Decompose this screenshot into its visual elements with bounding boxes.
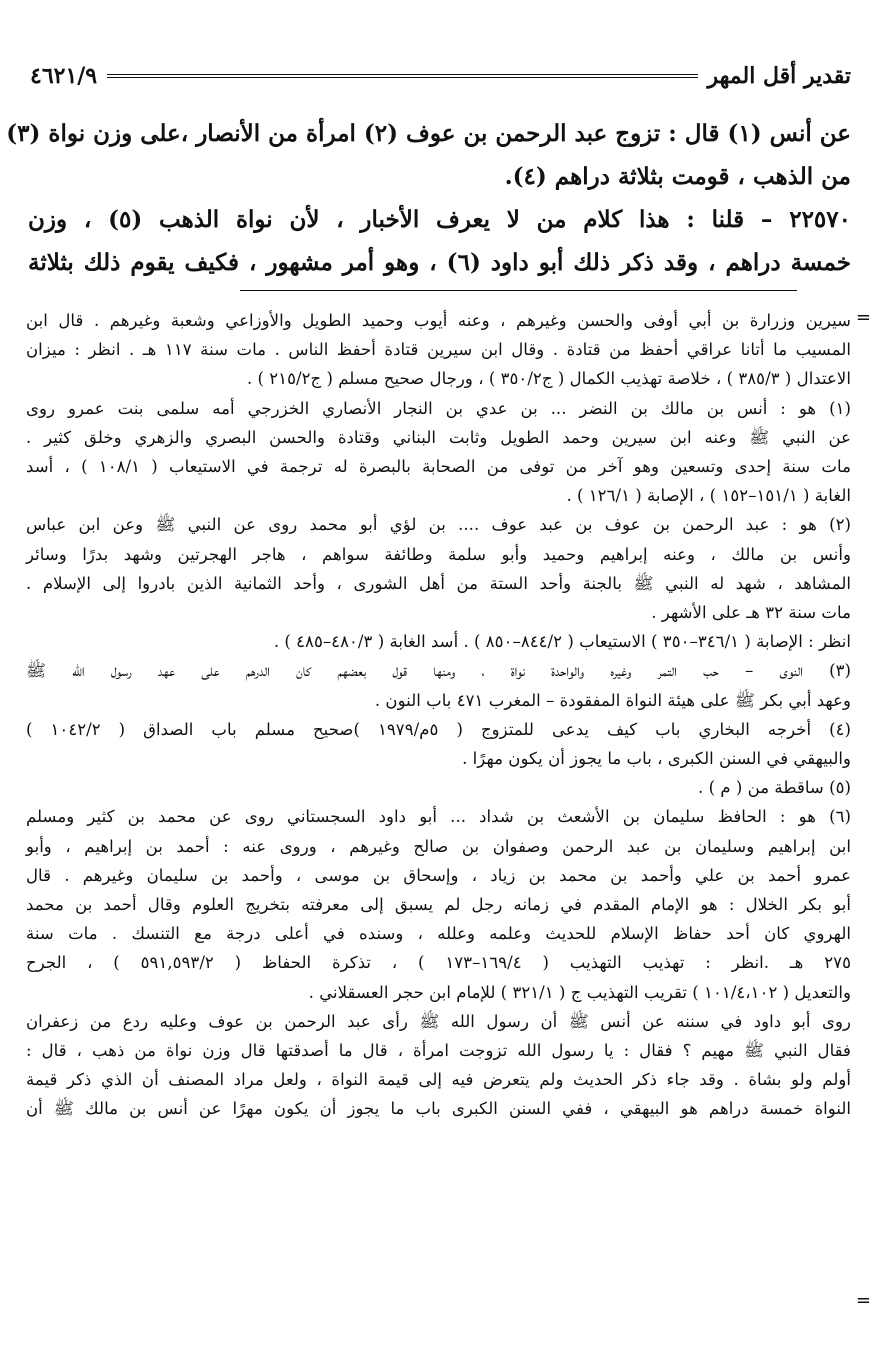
footnote-line: روى أبو داود في سننه عن أنس ﷺ أن رسول الله ﷺ رأى عبد الرحمن بن عوف وعليه ردع من زعفران: [26, 1011, 851, 1031]
footnote-line: (٢) هو : عبد الرحمن بن عوف بن عبد عوف .... بن لؤي أبو محمد روى عن النبي ﷺ وعن ابن عباس: [26, 515, 851, 535]
running-title: تقدير أقل المهر: [707, 63, 851, 89]
main-line: خمسة دراهم ، وقد ذكر ذلك أبو داود (٦) ، وهو أمر مشهور ، فكيف يقوم ذلك بثلاثة: [28, 249, 852, 276]
page-number: ٤٦٢١/٩: [30, 63, 98, 89]
footnote-line: عمرو أحمد بن علي وأحمد بن محمد بن زياد ، وإسحاق بن موسى ، وأحمد بن سليمان وغيرهم . قال: [26, 865, 851, 885]
footnote-line: (٥) ساقطة من ( م ) .: [698, 778, 851, 798]
footnote-line: الاعتدال ( ٣٨٥/٣ ) ، خلاصة تهذيب الكمال ( ج٣٥٠/٢ ) ، ورجال صحيح مسلم ( ج٢١٥/٢ ) .: [246, 369, 851, 389]
footnote-line: (١) هو : أنس بن مالك بن النضر ... بن عدي بن النجار الأنصاري الخزرجي أمه سلمى بنت عمرو روى: [26, 398, 851, 418]
footnote-line: وأنس بن مالك ، وعنه إبراهيم وحميد وأبو سلمة وطائفة سواهم ، هاجر الهجرتين وشهد بدرًا وسائر: [26, 544, 851, 564]
footnotes: [26, 306, 851, 1124]
header-rule: [107, 74, 697, 78]
footnote-separator: [240, 290, 797, 291]
footnote-line: وعهد أبي بكر ﷺ على هيئة النواة المفقودة – المغرب ٤٧١ باب النون .: [374, 690, 851, 710]
footnote-line: انظر : الإصابة ( ٣٤٦/١–٣٥٠ ) الاستيعاب ( ٨٤٤/٢–٨٥٠ ) . أسد الغابة ( ٤٨٠/٣–٤٨٥ ) .: [273, 632, 851, 652]
main-line: ٢٢٥٧٠ – قلنا : هذا كلام من لا يعرف الأخبار ، لأن نواة الذهب (٥) ، وزن: [28, 206, 851, 233]
footnote-line: المسيب ما أتانا عراقي أحفظ من قتادة . وقال ابن سيرين قتادة أحفظ الناس . مات سنة ١١٧ هـ . انظر : ميزان: [26, 340, 851, 360]
footnote-line: مات سنة ٣٢ هـ على الأشهر .: [651, 603, 851, 623]
main-line: عن أنس (١) قال : تزوج عبد الرحمن بن عوف (٢) امرأة من الأنصار ،على وزن نواة (٣): [6, 120, 851, 147]
footnote-line: مات سنة إحدى وتسعين وهو آخر من توفى من الصحابة بالبصرة له ترجمة في الاستيعاب ( ١٠٨/١ ) ، أسد: [26, 457, 852, 477]
continuation-mark-bottom: =: [855, 1290, 871, 1311]
footnote-line: عن النبي ﷺ وعنه ابن سيرين وحمد الطويل وثابت البناني وقتادة والحسن البصري والزهري وخلق كثير .: [26, 427, 851, 447]
footnote-line: (٤) أخرجه البخاري باب كيف يدعى للمتزوج ( ٥م/١٩٧٩ )صحيح مسلم باب الصداق ( ١٠٤٢/٢ ): [26, 719, 851, 739]
footnote-line: والتعديل ( ١٠١/٤،١٠٢ ) تقريب التهذيب ج ( ٣٢١/١ ) للإمام ابن حجر العسقلاني .: [308, 982, 851, 1002]
footnote-line: فقال النبي ﷺ مهيم ؟ فقال : يا رسول الله تزوجت امرأة ، قال ما أصدقتها قال وزن نواة من ذهب ، قال :: [26, 1041, 851, 1061]
footnote-line: ٢٧٥ هـ .انظر : تهذيب التهذيب ( ١٦٩/٤–١٧٣ ) ، تذكرة الحفاظ ( ٥٩١,٥٩٣/٢ ) ، الجرح: [26, 953, 851, 973]
footnote-line: الغابة ( ١٥١/١–١٥٢ ) ، الإصابة ( ١٢٦/١ ) .: [566, 486, 851, 506]
footnote-line: المشاهد ، شهد له النبي ﷺ بالجنة وأحد الستة من أهل الشورى ، وأحد الثمانية الذين بادروا إلى الإسلام .: [26, 573, 851, 593]
main-text: [6, 112, 852, 284]
footnote-line: الهروي كان أحد حفاظ الإسلام للحديث وعلمه وعلله ، وسنده في أعلى درجة مع التنسك . مات سنة: [26, 924, 851, 944]
footnote-line: (٣) النوى – حب التمر وغيره والواحدة نواة ، ومنها قول بعضهم كان الدرهم على عهد رسول الله ﷺ: [26, 661, 851, 681]
footnote-line: والبيهقي في السنن الكبرى ، باب ما يجوز أن يكون مهرًا .: [462, 749, 851, 769]
page-header: [30, 58, 851, 94]
main-line: من الذهب ، قومت بثلاثة دراهم (٤).: [504, 163, 851, 190]
footnote-line: أولم ولو بشاة . وقد جاء ذكر الحديث ولم يتعرض فيه إلى قيمة النواة ، ولعل مراد المصنف أن الذي ذكر قيمة: [26, 1070, 851, 1090]
footnote-line: سيرين وزرارة بن أبي أوفى والحسن وغيرهم ، وعنه أيوب وحميد الطويل والأوزاعي وشعبة وغيرهم . قال ابن: [26, 311, 851, 330]
footnote-line: ابن إبراهيم وسليمان بن عبد الرحمن وصفوان بن صالح وغيرهم ، وروى عنه : أحمد بن إبراهيم ، وأبو: [26, 836, 851, 856]
footnote-line: أبو بكر الخلال : هو الإمام المقدم في زمانه رجل لم يسبق إلى معرفته بتخريج العلوم وقال أحمد بن محمد: [26, 895, 851, 915]
footnote-line: (٦) هو : الحافظ سليمان بن الأشعث بن شداد ... أبو داود السجستاني روى عن محمد بن كثير ومسلم: [26, 807, 851, 827]
footnote-line: النواة خمسة دراهم هو البيهقي ، ففي السنن الكبرى باب ما يجوز أن يكون مهرًا عن أنس بن مالك ﷺ أن: [26, 1099, 851, 1119]
continuation-mark: =: [855, 307, 871, 328]
